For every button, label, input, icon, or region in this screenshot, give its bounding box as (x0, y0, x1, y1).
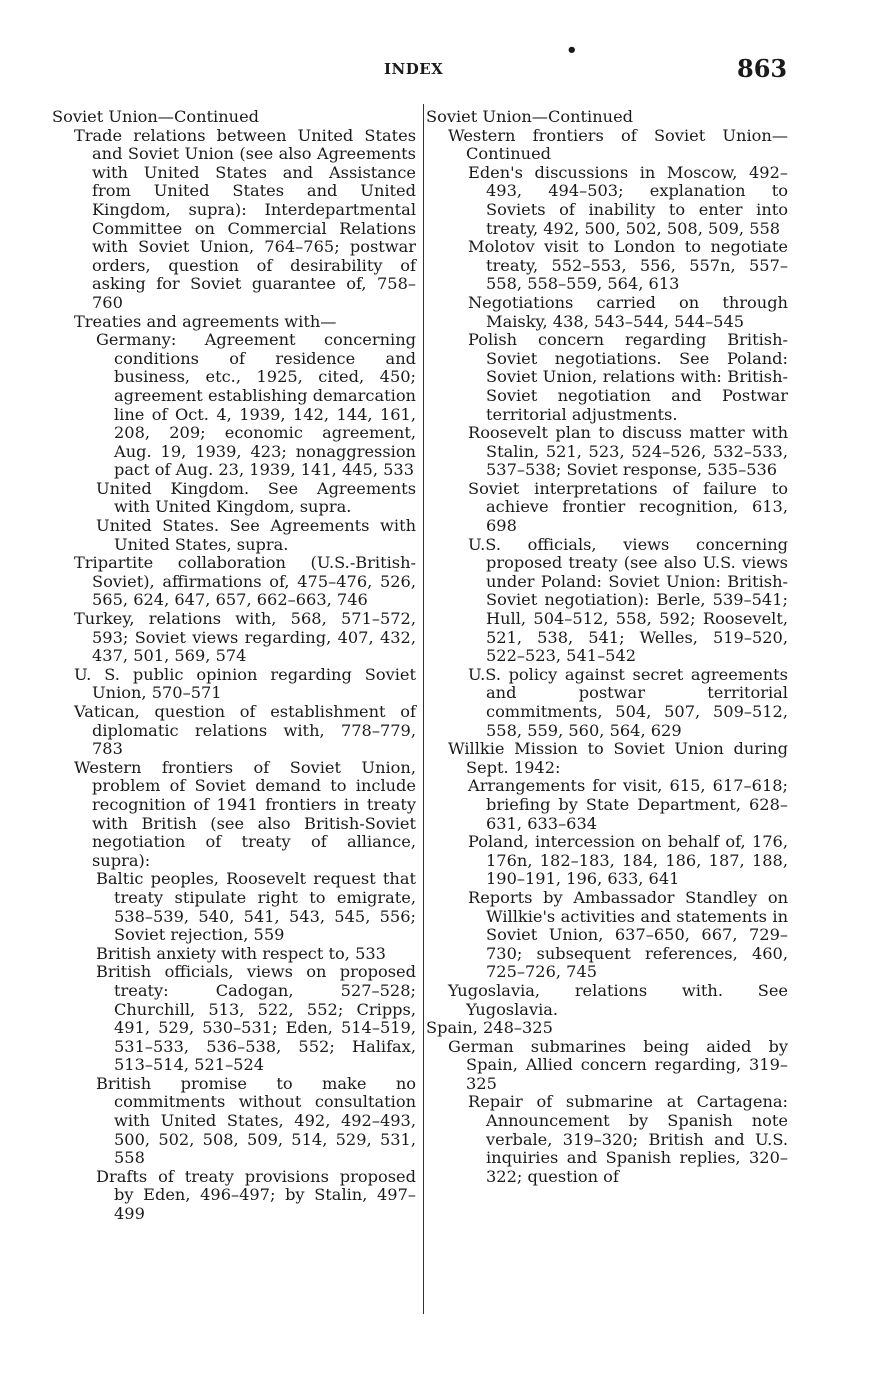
column-divider (423, 104, 424, 1314)
index-entry: German submarines being aided by Spain, Allied concern regarding, 319–325 (448, 1036, 788, 1093)
index-entry: British officials, views on proposed treaty: Cadogan, 527–528; Churchill, 513, 522, 552; Cripps, 491, 529, 530–531; Eden, 514–519, 531–533, 536–538, 552; Halifax, 513–514, 521–524 (96, 962, 416, 1075)
index-entry: Repair of submarine at Cartagena: Announcement by Spanish note verbale, 319–320; British and U.S. inquiries and Spanish replies, 320–322; question of (468, 1092, 788, 1186)
index-entry: British promise to make no commitments without consultation with United States, 492, 492–493, 500, 502, 508, 509, 514, 529, 531, 558 (96, 1073, 416, 1168)
page-number: 863 (737, 54, 788, 83)
index-entry: Turkey, relations with, 568, 571–572, 593; Soviet views regarding, 407, 432, 437, 501, 569, 574 (74, 609, 416, 666)
index-entry: Baltic peoples, Roosevelt request that treaty stipulate right to emigrate, 538–539, 540, 541, 543, 545, 556; Soviet rejection, 559 (96, 869, 416, 945)
index-entry: Germany: Agreement concerning conditions of residence and business, etc., 1925, cited, 450; agreement establishing demarcation line of Oct. 4, 1939, 142, 144, 161, 208, 209; economic agreement, Aug. 19, 1939, 423; nonaggression pact of Aug. 23, 1939, 141, 445, 533 (96, 330, 416, 480)
right-column (426, 108, 788, 1186)
index-entry: Poland, intercession on behalf of, 176, 176n, 182–183, 184, 186, 187, 188, 190–191, 196, 633, 641 (468, 832, 788, 889)
index-entry: Eden's discussions in Moscow, 492–493, 494–503; explanation to Soviets of inability to enter into treaty, 492, 500, 502, 508, 509, 558 (468, 162, 788, 238)
index-entry: Arrangements for visit, 615, 617–618; briefing by State Department, 628–631, 633–634 (468, 776, 788, 833)
index-entry: British anxiety with respect to, 533 (96, 943, 386, 963)
page-title: INDEX (384, 60, 444, 78)
index-entry: U. S. public opinion regarding Soviet Union, 570–571 (74, 664, 416, 703)
index-entry: Soviet interpretations of failure to achieve frontier recognition, 613, 698 (468, 478, 788, 536)
index-entry: Polish concern regarding British-Soviet negotiations. See Poland: Soviet Union, relations with: British-Soviet negotiation and Postwar territorial adjustments. (468, 330, 788, 424)
index-entry: Yugoslavia, relations with. See Yugoslavia. (448, 980, 788, 1019)
page-header (0, 40, 873, 88)
index-entry: Soviet Union—Continued (52, 107, 260, 126)
index-entry: Treaties and agreements with— (74, 311, 337, 331)
index-entry: Drafts of treaty provisions proposed by Eden, 496–497; by Stalin, 497–499 (96, 1166, 416, 1224)
index-entry: U.S. policy against secret agreements and postwar territorial commitments, 504, 507, 509–512, 558, 559, 560, 564, 629 (468, 664, 788, 740)
left-column (52, 108, 416, 1224)
index-entry: Molotov visit to London to negotiate treaty, 552–553, 556, 557n, 557–558, 558–559, 564, 613 (468, 237, 788, 294)
index-entry: Negotiations carried on through Maisky, 438, 543–544, 544–545 (468, 292, 788, 331)
index-entry: U.S. officials, views concerning proposed treaty (see also U.S. views under Poland: Soviet Union: British-Soviet negotiation): Berle, 539–541; Hull, 504–512, 558, 592; Roosevelt, 521, 538, 541; Welles, 519–520, 522–523, 541–542 (468, 534, 788, 666)
index-entry: Vatican, question of establishment of diplomatic relations with, 778–779, 783 (74, 702, 416, 759)
index-entry: Spain, 248–325 (426, 1018, 553, 1038)
index-entry: Soviet Union—Continued (426, 107, 634, 126)
index-entry: Western frontiers of Soviet Union—Continued (448, 125, 788, 164)
index-entry: Roosevelt plan to discuss matter with Stalin, 521, 523, 524–526, 532–533, 537–538; Soviet response, 535–536 (468, 423, 788, 480)
page-mark-dot: • (566, 40, 578, 61)
index-entry: United States. See Agreements with United States, supra. (96, 516, 416, 554)
index-entry: Willkie Mission to Soviet Union during Sept. 1942: (448, 739, 788, 777)
index-entry: Reports by Ambassador Standley on Willkie's activities and statements in Soviet Union, 637–650, 667, 729–730; subsequent references, 460, 725–726, 745 (468, 887, 788, 982)
index-entry: United Kingdom. See Agreements with United Kingdom, supra. (96, 478, 416, 517)
index-entry: Trade relations between United States and Soviet Union (see also Agreements with United States and Assistance from United States and United Kingdom, supra): Interdepartmental Committee on Commercial Relations with Soviet Union, 764–765; postwar orders, question of desirability of asking for Soviet guarantee of, 758–760 (74, 125, 416, 312)
index-entry: Western frontiers of Soviet Union, problem of Soviet demand to include recognition of 1941 frontiers in treaty with British (see also British-Soviet negotiation of treaty of alliance, supra): (74, 757, 416, 870)
index-entry: Tripartite collaboration (U.S.-British-Soviet), affirmations of, 475–476, 526, 565, 624, 647, 657, 662–663, 746 (74, 553, 416, 610)
